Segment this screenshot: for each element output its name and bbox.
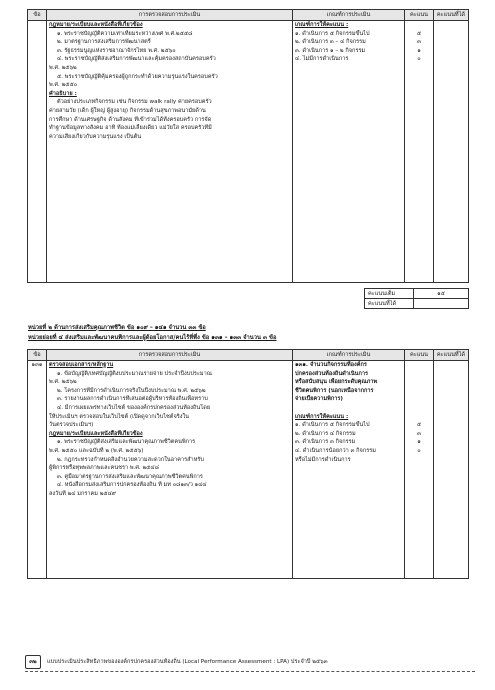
law-heading: กฎหมาย/ระเบียบและหนังสือที่เกี่ยวข้อง xyxy=(49,22,143,28)
inspect-line: ๒. มาตรฐานการส่งเสริมการพัฒนาสตรี xyxy=(57,39,151,46)
inspect-line: ๒. กฎกระทรวงกำหนดสิ่งอำนวยความสะดวกในอาคารสำหรับ xyxy=(57,456,204,463)
criteria-line: ๑. ดำเนินการ ๕ กิจกรรมขึ้นไป xyxy=(295,30,370,37)
score-cell xyxy=(405,21,434,283)
subunit-heading: หน่วยย่อยที่ ๔ ส่งเสริมและพัฒนาคนพิการและผู้ด้อยโอกาส/คนไร้ที่พึ่ง ข้อ ๑๓๑ – ๑๓๓ จำนวน ๓ ข้อ xyxy=(28,335,277,341)
score-value: ๓ xyxy=(417,39,421,46)
criteria-heading: เกณฑ์การให้คะแนน : xyxy=(295,22,349,28)
criteria-line: ๓. ดำเนินการ ๓ กิจกรรม xyxy=(295,439,356,446)
inspect-line: พ.ศ. ๒๕๖๒ xyxy=(49,379,77,386)
inspect-line: ค่ายสามวัย (เด็ก ผู้ใหญ่ ผู้สูงอายุ) กิจกรรมด้านสุขภาพอนามัยด้าน xyxy=(49,107,206,114)
unit-heading: หน่วยที่ ๒ ด้านการส่งเสริมคุณภาพชีวิต ข้อ ๑๐๙ – ๑๔๑ จำนวน ๓๓ ข้อ xyxy=(28,325,206,331)
law-heading: กฎหมาย/ระเบียบและหนังสือที่เกี่ยวข้อง xyxy=(49,430,143,437)
inspect-line: ๑. พระราชบัญญัติความเท่าเทียมระหว่างเพศ พ.ศ.๒๕๕๘ xyxy=(57,30,193,37)
footer-text: แบบประเมินประสิทธิภาพขององค์กรปกครองส่วนท้องถิ่น (Local Performance Assessment : LPA) ประจำปี ๒๕๖๓ xyxy=(47,659,328,665)
score-value: ๐ xyxy=(417,447,421,454)
criteria-line: หรือไม่มีการดำเนินการ xyxy=(295,456,351,463)
criteria-heading: เกณฑ์การให้คะแนน : xyxy=(295,413,349,420)
item-no-cell: ๑๓๑ xyxy=(28,361,47,579)
criteria-line: ๔. ไม่มีการดำเนินการ xyxy=(295,56,349,63)
score-value: ๕ xyxy=(416,30,422,37)
inspect-cell xyxy=(47,21,293,283)
header-got: คะแนนที่ได้ xyxy=(434,350,469,361)
inspect-line: ๑. พระราชบัญญัติส่งเสริมและพัฒนาคุณภาพชีวิตคนพิการ xyxy=(57,439,196,446)
header-score: คะแนน xyxy=(405,10,434,21)
got-score-label: คะแนนที่ได้ xyxy=(365,299,414,309)
inspect-line: ๕. พระราชบัญญัติคุ้มครองผู้ถูกกระทำด้วยความรุนแรงในครอบครัว xyxy=(57,73,218,80)
criteria-cell xyxy=(293,361,405,579)
inspect-line: ๔. มีการเผยแพร่ทางเว็บไซต์ ขององค์กรปกครองส่วนท้องถิ่นโดย xyxy=(57,404,211,411)
criteria-line: ปกครองส่วนท้องถิ่นดำเนินการ xyxy=(295,370,369,377)
header-no: ข้อ xyxy=(28,10,47,21)
header-no: ข้อ xyxy=(28,350,47,361)
criteria-cell xyxy=(293,21,405,283)
header-score: คะแนน xyxy=(405,350,434,361)
inspect-line: ๒. โครงการที่มีการดำเนินการจริงในปีงบประมาณ พ.ศ. ๒๕๖๒ xyxy=(57,387,206,394)
inspect-line: ให้ประเมินฯ ตรวจสอบในเว็บไซต์ (เปิดดูจากเว็บไซต์จริงใน xyxy=(49,413,190,420)
assessment-table-bottom xyxy=(27,349,469,579)
score-cell xyxy=(405,361,434,579)
score-value: ๑ xyxy=(417,439,421,446)
page-footer xyxy=(25,653,475,673)
table-row xyxy=(28,361,469,579)
criteria-line: หรือสนับสนุน เพื่อยกระดับคุณภาพ xyxy=(295,379,378,386)
inspect-line: ๓. รายงานผลการดำเนินการที่เสนอต่อผู้บริหารท้องถิ่นเพื่อทราบ xyxy=(57,396,208,403)
footer-divider xyxy=(25,671,475,672)
item-no-cell xyxy=(28,21,47,283)
header-inspect: การตรวจสอบการประเมิน xyxy=(47,10,293,21)
docs-heading: ตรวจสอบเอกสาร/หลักฐาน xyxy=(49,362,114,368)
criteria-line: ๒. ดำเนินการ ๔ กิจกรรม xyxy=(295,430,356,437)
inspect-line: ๔. หนังสือกรมส่งเสริมการปกครองท้องถิ่น ที่ มท ๐๘๑๓/ว ๑๔๔ xyxy=(57,482,207,489)
score-summary-box xyxy=(364,288,469,309)
inspect-line: พ.ศ. ๒๕๕๐ และฉบับที่ ๒ (พ.ศ. ๒๕๕๖) xyxy=(49,447,144,454)
table-header-row xyxy=(28,350,469,361)
criteria-line: จ่ายเบี้ยความพิการ) xyxy=(295,396,343,403)
inspect-line: การศึกษา ด้านเศรษฐกิจ ด้านสังคม ที่เข้าร่วมได้ทั้งครอบครัว การจัด xyxy=(49,116,212,123)
got-score-value xyxy=(414,299,469,309)
criteria-line: ๓. ดำเนินการ ๑ – ๒ กิจกรรม xyxy=(295,47,366,54)
inspect-line: ๑. ข้อบัญญัติ/เทศบัญญัติงบประมาณรายจ่าย ประจำปีงบประมาณ xyxy=(57,370,212,377)
assessment-table-top xyxy=(27,9,469,283)
inspect-line: ๓. รัฐธรรมนูญแห่งราชอาณาจักรไทย พ.ศ. ๒๕๖๐ xyxy=(57,47,176,54)
criteria-line: ๑. ดำเนินการ ๕ กิจกรรมขึ้นไป xyxy=(295,422,370,429)
score-value: ๐ xyxy=(417,56,421,63)
got-cell xyxy=(434,21,469,283)
inspect-line: พ.ศ. ๒๕๕๐ xyxy=(49,82,78,89)
table-header-row xyxy=(28,10,469,21)
inspect-line: ลงวันที่ ๒๔ มกราคม ๒๕๔๙ xyxy=(49,490,116,497)
inspect-line: ผู้พิการหรือทุพพลภาพและคนชรา พ.ศ. ๒๕๔๘ xyxy=(49,465,159,472)
got-cell xyxy=(434,361,469,579)
score-value: ๑ xyxy=(417,47,421,54)
header-got: คะแนนที่ได้ xyxy=(434,10,469,21)
inspect-line: ๓. คู่มือมาตรฐานการส่งเสริมและพัฒนาคุณภาพชีวิตคนพิการ xyxy=(57,473,203,480)
inspect-line: ตัวอย่างประเภทกิจกรรม เช่น กิจกรรม walk rally ค่ายครอบครัว xyxy=(57,99,212,106)
inspect-line: ความเสี่ยงเกี่ยวกับความรุนแรง เป็นต้น xyxy=(49,133,142,140)
inspect-line: พ.ศ. ๒๕๖๒ xyxy=(49,64,77,71)
criteria-line: ๒. ดำเนินการ ๓ – ๔ กิจกรรม xyxy=(295,39,366,46)
score-value: ๓ xyxy=(417,430,421,437)
inspect-line: วันตรวจประเมินฯ) xyxy=(49,422,94,429)
inspect-line: ทำฐานข้อมูลทางสังคม อาทิ ท้องแม่เลี้ยงเดี่ยว แม่วัยใส ครอบครัวที่มี xyxy=(49,125,212,132)
criteria-line: ชีวิตคนพิการ (นอกเหนือจากการ xyxy=(295,387,374,394)
criteria-line: ๑๓๑. จำนวนกิจกรรมที่องค์กร xyxy=(295,362,367,368)
score-value: ๕ xyxy=(416,422,422,429)
page-number-badge: ๓๒ xyxy=(25,655,41,669)
explanation-heading: คำอธิบาย : xyxy=(49,90,77,97)
inspect-line: ๔. พระราชบัญญัติส่งเสริมการพัฒนาและคุ้มครองสถาบันครอบครัว xyxy=(57,56,216,63)
header-criteria: เกณฑ์การประเมิน xyxy=(293,350,405,361)
criteria-line: ๔. ดำเนินการน้อยกว่า ๓ กิจกรรม xyxy=(295,447,376,454)
header-criteria: เกณฑ์การประเมิน xyxy=(293,10,405,21)
header-inspect: การตรวจสอบการประเมิน xyxy=(47,350,293,361)
criteria-spacer xyxy=(295,404,402,413)
table-row xyxy=(28,21,469,283)
full-score-label: คะแนนเต็ม xyxy=(365,289,414,299)
full-score-value: ๑๕ xyxy=(414,289,469,299)
inspect-cell xyxy=(47,361,293,579)
